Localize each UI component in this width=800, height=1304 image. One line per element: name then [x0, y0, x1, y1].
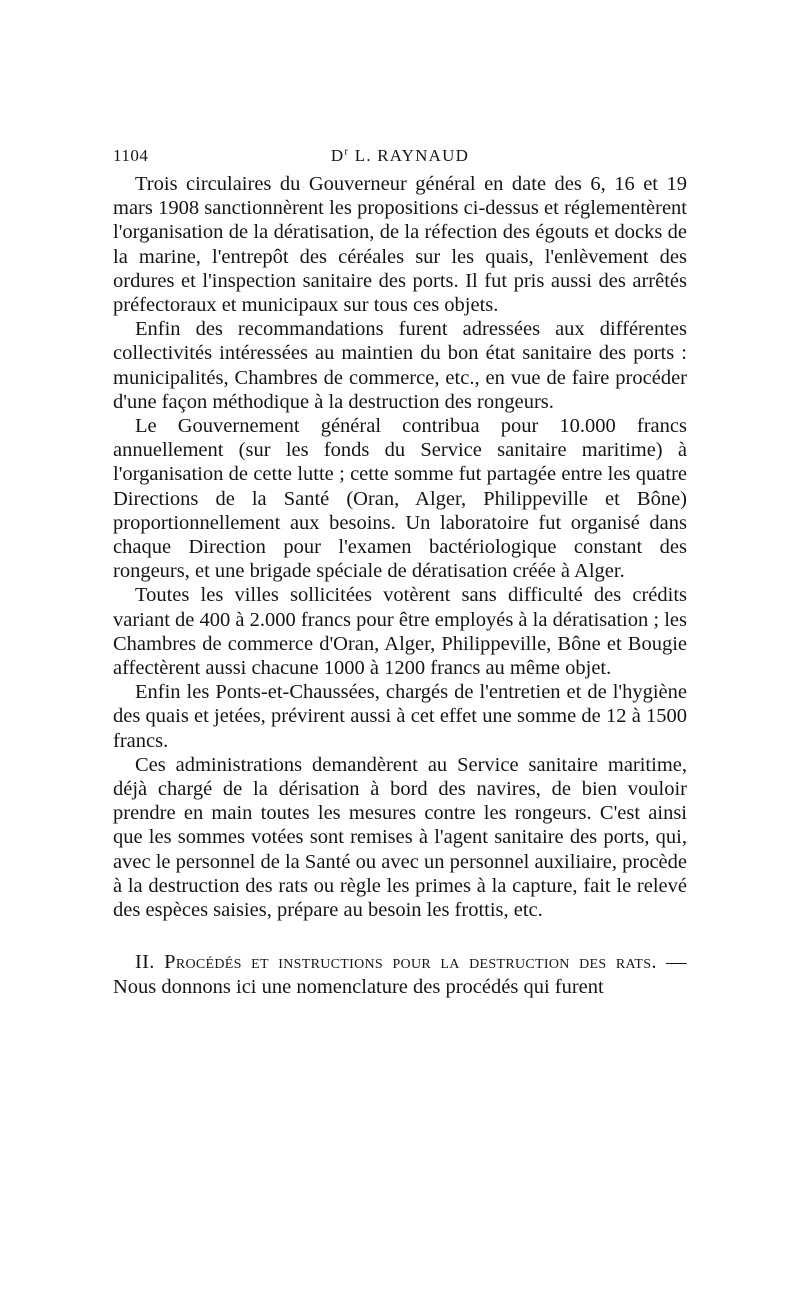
running-head [113, 142, 687, 172]
section-heading: II. Procédés et instructions pour la destruction des rats. — [135, 951, 687, 974]
author-heading [113, 146, 687, 166]
section-paragraph [113, 950, 687, 998]
book-page [113, 142, 687, 999]
author-prefix: D [330, 146, 345, 165]
paragraph: Toutes les villes sollicitées votèrent sans difficulté des crédits variant de 400 à 2.000 francs pour être employés à la dératisation ; les Chambres de commerce d'Oran, Alger, Philippeville, Bône et Bougie affectèrent aussi chacune 1000 à 1200 francs au même objet. [113, 584, 687, 680]
body-text [113, 172, 687, 999]
paragraph: Trois circulaires du Gouverneur général en date des 6, 16 et 19 mars 1908 sanctionnèrent les propositions ci-dessus et réglementèrent l'organisation de la dératisation, de la réfection des égouts et docks de la marine, l'entrepôt des céréales sur les quais, l'enlèvement des ordures et l'inspection sanitaire des ports. Il fut pris aussi des arrêtés préfectoraux et municipaux sur tous ces objets. [113, 173, 687, 317]
page-number: 1104 [113, 146, 149, 165]
paragraph: Enfin des recommandations furent adressées aux différentes collectivités intéressées au maintien du bon état sanitaire des ports : municipalités, Chambres de commerce, etc., en vue de faire procéder d'une façon méthodique à la destruction des rongeurs. [113, 318, 687, 413]
paragraph: Le Gouvernement général contribua pour 10.000 francs annuellement (sur les fonds du Service sanitaire maritime) à l'organisation de cette lutte ; cette somme fut partagée entre les quatre Directions de la Santé (Oran, Alger, Philippeville et Bône) proportionnellement aux besoins. Un laboratoire fut organisé dans chaque Direction pour l'examen bactériologique constant des rongeurs, et une brigade spéciale de dératisation créée à Alger. [113, 415, 687, 583]
section-text: Nous donnons ici une nomenclature des procédés qui furent [113, 975, 604, 998]
paragraph: Ces administrations demandèrent au Service sanitaire maritime, déjà chargé de la dérisation à bord des navires, de bien vouloir prendre en main toutes les mesures contre les rongeurs. C'est ainsi que les sommes votées sont remises à l'agent sanitaire des ports, qui, avec le personnel de la Santé ou avec un personnel auxiliaire, procède à la destruction des rats ou règle les primes à la capture, fait le relevé des espèces saisies, prépare au besoin les frottis, etc. [113, 753, 687, 922]
author-superscript: r [344, 145, 350, 158]
paragraph: Enfin les Ponts-et-Chaussées, chargés de l'entretien et de l'hygiène des quais et jetées, prévirent aussi à cet effet une somme de 12 à 1500 francs. [113, 681, 687, 752]
author-name: L. RAYNAUD [354, 146, 470, 165]
